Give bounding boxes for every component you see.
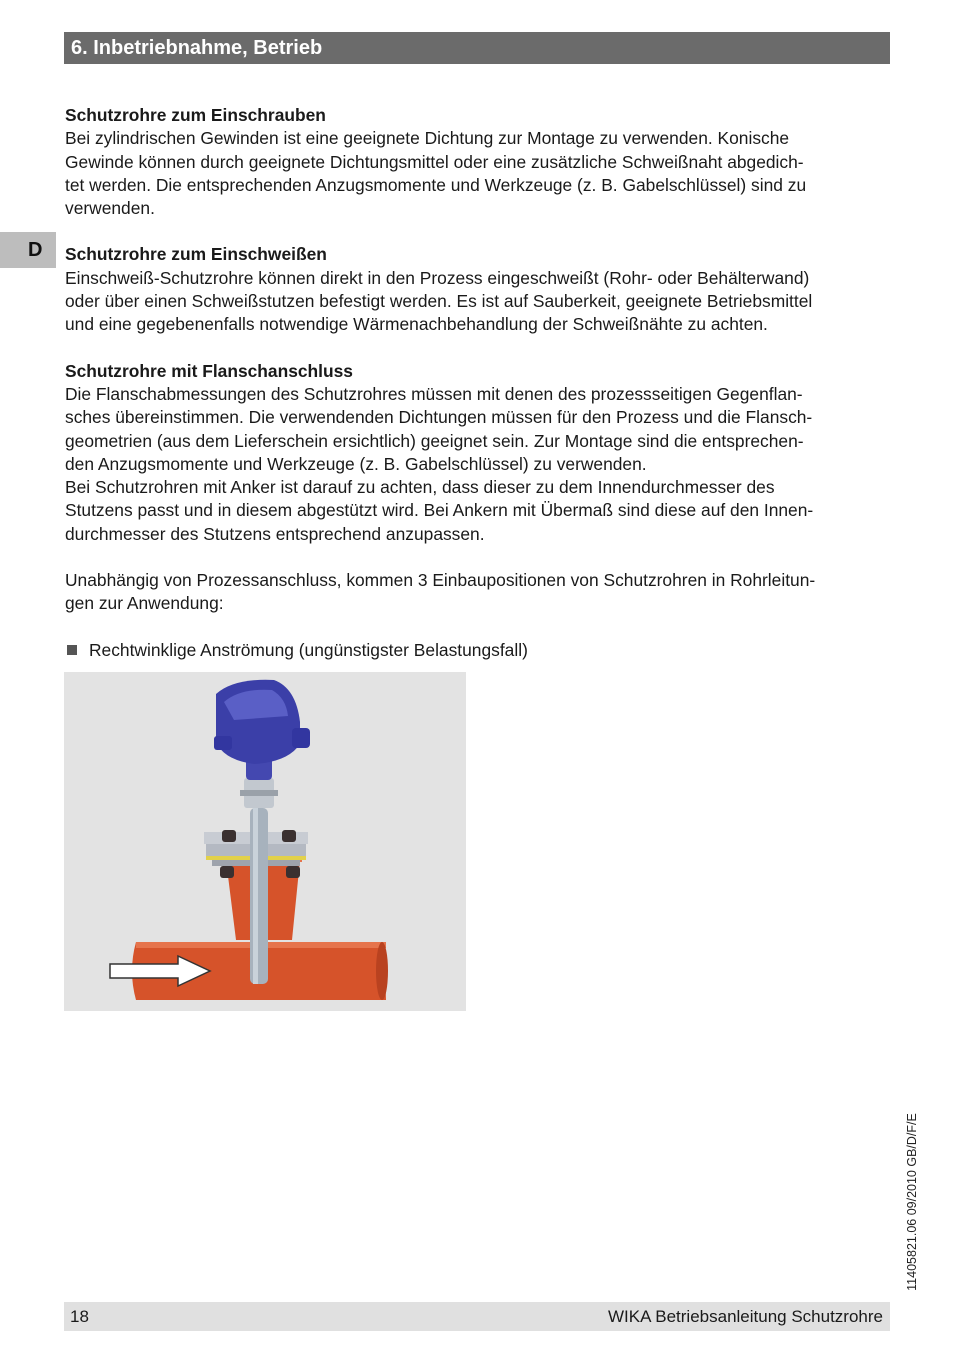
footer-title: WIKA Betriebsanleitung Schutzrohre	[608, 1307, 883, 1326]
section-heading: Schutzrohre mit Flanschanschluss	[65, 360, 353, 381]
document-code-text: 11405821.06 09/2010 GB/D/F/E	[905, 1113, 919, 1291]
paragraph-line: durchmesser des Stutzens entsprechend anzupassen.	[65, 523, 485, 544]
section-heading: Schutzrohre zum Einschrauben	[65, 105, 326, 125]
paragraph-line: Unabhängig von Prozessanschluss, kommen 3 Einbaupositionen von Schutzrohren in Rohrleitun-	[65, 570, 816, 591]
square-bullet-icon	[67, 645, 77, 655]
section-einschweissen	[65, 243, 891, 336]
language-tab-label: D	[28, 239, 43, 261]
paragraph-line: Stutzens passt und in diesem abgestützt wird. Bei Ankern mit Übermaß sind diese auf den Innen-	[65, 500, 814, 521]
document-code	[902, 1087, 922, 1317]
connection-head	[214, 680, 310, 780]
page-footer	[64, 1302, 890, 1331]
paragraph-line: geometrien (aus dem Lieferschein ersichtlich) geeignet sein. Zur Montage sind die entsprechen-	[65, 430, 804, 451]
paragraph-line: tet werden. Die entsprechenden Anzugsmomente und Werkzeuge (z. B. Gabelschlüssel) sind zu	[65, 174, 807, 195]
section-heading: Schutzrohre zum Einschweißen	[65, 244, 327, 265]
paragraph-line: Die Flanschabmessungen des Schutzrohres müssen mit denen des prozessseitigen Gegenflan-	[65, 383, 803, 404]
section-einschrauben	[65, 104, 891, 220]
page-body	[65, 104, 891, 662]
paragraph-line: sches übereinstimmen. Die verwendenden Dichtungen müssen für den Prozess und die Flansch-	[65, 407, 813, 428]
paragraph-line: verwenden.	[65, 198, 155, 219]
paragraph-line: oder über einen Schweißstutzen befestigt werden. Es ist auf Sauberkeit, geeignete Betriebsmittel	[65, 291, 813, 312]
paragraph-line: Bei Schutzrohren mit Anker ist darauf zu achten, dass dieser zu dem Innendurchmesser des	[65, 477, 775, 498]
paragraph-line: Gewinde können durch geeignete Dichtungsmittel oder eine zusätzliche Schweißnaht abgedich-	[65, 151, 804, 172]
paragraph-line: den Anzugsmomente und Werkzeuge (z. B. Gabelschlüssel) zu verwenden.	[65, 453, 647, 474]
section-title: 6. Inbetriebnahme, Betrieb	[71, 37, 323, 59]
thermowell-illustration	[64, 672, 466, 1011]
paragraph-line: gen zur Anwendung:	[65, 593, 224, 614]
page-number: 18	[70, 1307, 89, 1326]
bullet-item	[65, 639, 891, 662]
paragraph-line: Bei zylindrischen Gewinden ist eine geeignete Dichtung zur Montage zu verwenden. Konische	[65, 128, 790, 149]
intro-paragraph	[65, 569, 891, 616]
section-flanschanschluss	[65, 360, 891, 546]
bullet-text: Rechtwinklige Anströmung (ungünstigster Belastungsfall)	[89, 639, 528, 660]
paragraph-line: Einschweiß-Schutzrohre können direkt in den Prozess eingeschweißt (Rohr- oder Behälterwand)	[65, 267, 810, 288]
section-header	[64, 32, 890, 64]
paragraph-line: und eine gegebenenfalls notwendige Wärmenachbehandlung der Schweißnähte zu achten.	[65, 314, 768, 335]
language-tab	[0, 232, 56, 268]
thermowell-installation-figure	[64, 672, 466, 1011]
